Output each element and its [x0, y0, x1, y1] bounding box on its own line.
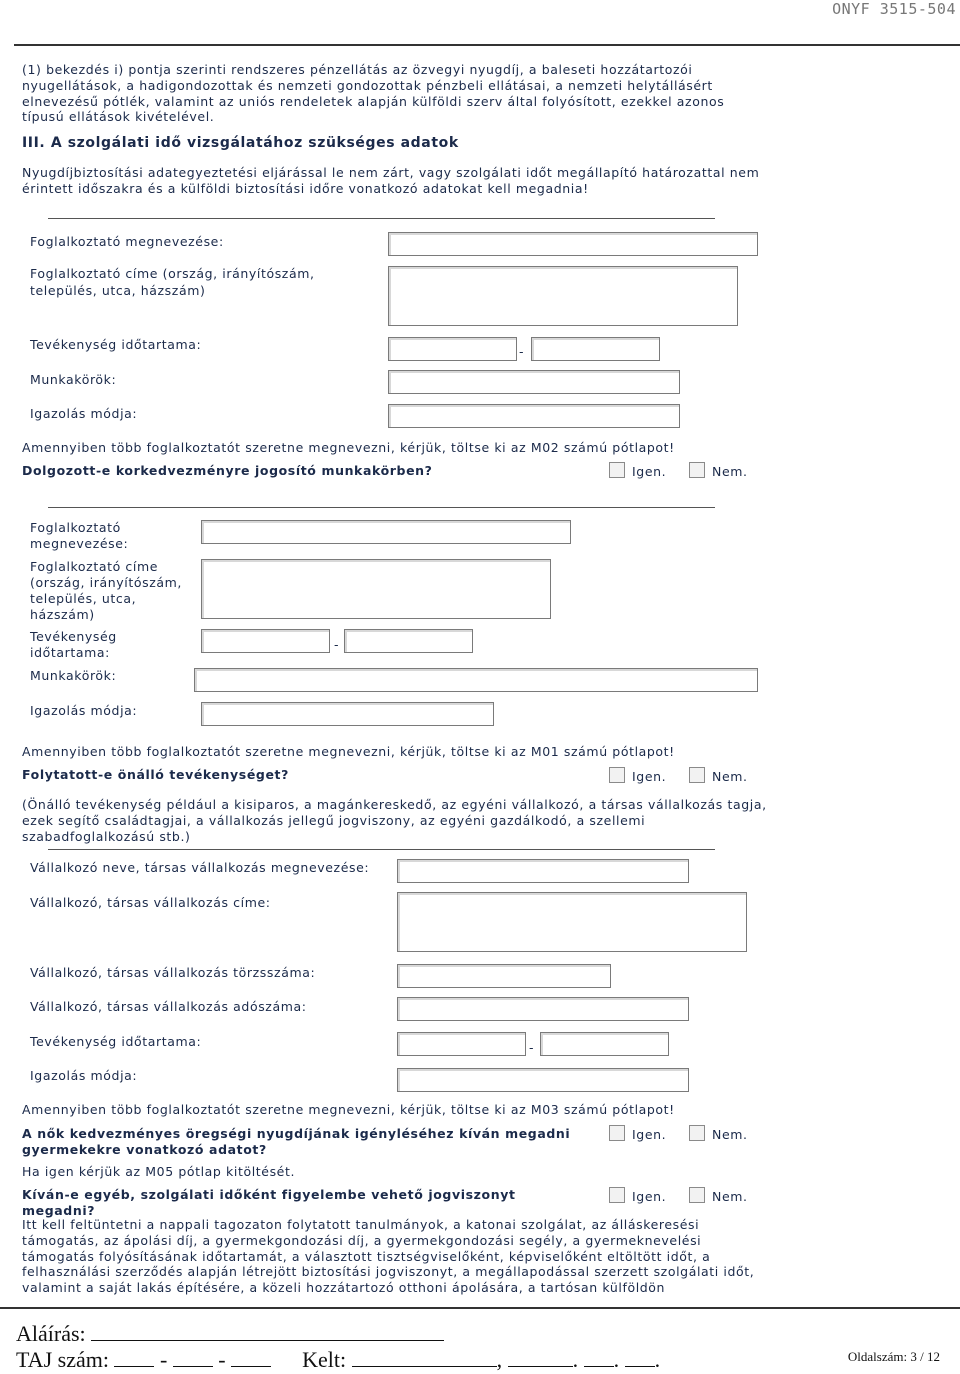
kelt-comma: , [496, 1347, 503, 1372]
kelt-day-line[interactable] [625, 1348, 655, 1367]
form-code: ONYF 3515-504 [832, 0, 956, 18]
block2-separator [48, 507, 715, 508]
other-relation-no-label: Nem. [712, 1189, 748, 1204]
enterprise-tax-field[interactable] [397, 997, 689, 1021]
footer-divider [0, 1307, 960, 1309]
employer-name-field[interactable] [388, 232, 758, 256]
signature-row [16, 1321, 444, 1347]
enterprise-address-label: Vállalkozó, társas vállalkozás címe: [30, 895, 271, 910]
employer2-address-field[interactable] [201, 559, 551, 619]
other-relation-no-checkbox[interactable] [689, 1187, 705, 1203]
employer-address-label-2: település, utca, házszám) [30, 283, 206, 298]
enterprise-address-field[interactable] [397, 892, 747, 952]
self-employed-yes-label: Igen. [632, 769, 667, 784]
proof-field[interactable] [388, 404, 680, 428]
children-yes-checkbox[interactable] [609, 1125, 625, 1141]
proof2-label: Igazolás módja: [30, 703, 138, 718]
taj-part3-line[interactable] [231, 1348, 271, 1367]
taj-part2-line[interactable] [173, 1348, 213, 1367]
proof3-field[interactable] [397, 1068, 689, 1092]
taj-dash-1: - [159, 1347, 168, 1372]
signature-line[interactable] [91, 1322, 444, 1341]
employer-address-label-1: Foglalkoztató címe (ország, irányítószám, [30, 266, 315, 281]
duration2-to-field[interactable] [344, 629, 473, 653]
self-employed-yes-checkbox[interactable] [609, 767, 625, 783]
jobs2-field[interactable] [194, 668, 758, 692]
enterprise-name-label: Vállalkozó neve, társas vállalkozás megnevezése: [30, 860, 370, 875]
self-employed-explanation: (Önálló tevékenység például a kisiparos, a magánkereskedő, az egyéni vállalkozó, a társas vállalkozás tagja, ezek segítő családtagjai, a vállalkozás jellegű jogviszony, az egyéni gazdálkodó, a szellemi szabadfoglalkozású stb.) [22, 797, 767, 844]
kelt-place-line[interactable] [352, 1348, 497, 1367]
self-employed-no-checkbox[interactable] [689, 767, 705, 783]
employer2-name-label-1: Foglalkoztató [30, 520, 121, 535]
duration3-dash: - [529, 1040, 535, 1055]
header-divider [14, 44, 960, 46]
jobs-field[interactable] [388, 370, 680, 394]
children-no-checkbox[interactable] [689, 1125, 705, 1141]
duration3-to-field[interactable] [540, 1032, 669, 1056]
korkedvezmeny-question: Dolgozott-e korkedvezményre jogosító munkakörben? [22, 463, 433, 478]
proof2-field[interactable] [201, 702, 494, 726]
kelt-dot-1: . [572, 1347, 579, 1372]
jobs2-label: Munkakörök: [30, 668, 117, 683]
m05-hint: Ha igen kérjük az M05 pótlap kitöltését. [22, 1164, 296, 1179]
duration-from-field[interactable] [388, 337, 517, 361]
employer-address-field[interactable] [388, 266, 738, 326]
taj-label: TAJ szám: [16, 1347, 109, 1372]
block3-separator [48, 849, 715, 850]
kelt-dot-2: . [613, 1347, 620, 1372]
signature-label: Aláírás: [16, 1321, 86, 1346]
proof-label: Igazolás módja: [30, 406, 138, 421]
jobs-label: Munkakörök: [30, 372, 117, 387]
section-title: III. A szolgálati idő vizsgálatához szükséges adatok [22, 135, 459, 151]
enterprise-reg-label: Vállalkozó, társas vállalkozás törzsszáma: [30, 965, 316, 980]
employer-name-label: Foglalkoztató megnevezése: [30, 234, 224, 249]
enterprise-name-field[interactable] [397, 859, 689, 883]
employer2-address-label-3: település, utca, [30, 591, 137, 606]
employer2-address-label-2: (ország, irányítószám, [30, 575, 182, 590]
duration3-label: Tevékenység időtartama: [30, 1034, 202, 1049]
enterprise-reg-field[interactable] [397, 964, 611, 988]
duration2-label-2: időtartama: [30, 645, 110, 660]
m01-note: Amennyiben több foglalkoztatót szeretne megnevezni, kérjük, töltse ki az M01 számú pótlapot! [22, 744, 675, 759]
duration-to-field[interactable] [531, 337, 660, 361]
children-question-line2: gyermekekre vonatkozó adatot? [22, 1142, 267, 1157]
children-yes-label: Igen. [632, 1127, 667, 1142]
page-value: 3 / 12 [910, 1349, 940, 1364]
page-number [848, 1349, 940, 1365]
m03-note: Amennyiben több foglalkoztatót szeretne megnevezni, kérjük, töltse ki az M03 számú pótlapot! [22, 1102, 675, 1117]
enterprise-tax-label: Vállalkozó, társas vállalkozás adószáma: [30, 999, 307, 1014]
kelt-month-line[interactable] [584, 1348, 614, 1367]
korkedvezmeny-yes-checkbox[interactable] [609, 462, 625, 478]
block1-separator [48, 218, 715, 219]
proof3-label: Igazolás módja: [30, 1068, 138, 1083]
children-no-label: Nem. [712, 1127, 748, 1142]
duration2-from-field[interactable] [201, 629, 330, 653]
employer2-address-label-1: Foglalkoztató címe [30, 559, 159, 574]
duration2-dash: - [334, 637, 340, 652]
final-paragraph: Itt kell feltüntetni a nappali tagozaton folytatott tanulmányok, a katonai szolgálat, az álláskeresési támogatás, az ápolási díj, a gyermekgondozási díj, a gyermekgondozási segély, a gyermeknevelési támogatás folyósításának időtartamát, a választott tisztségviselőként, képviselőként eltöltött időt, a felhasználási szerződés alapján létrejött biztosítási jogviszonyt, a megállapodással szerzett szolgálati időt, valamint a saját lakás építésére, a közeli hozzátartozó otthoni ápolására, a tartósan külföldön [22, 1217, 755, 1296]
section-description: Nyugdíjbiztosítási adategyeztetési eljárással le nem zárt, vagy szolgálati időt megállapító határozattal nem érintett időszakra és a külföldi biztosítási időre vonatkozó adatokat kell megadnia! [22, 165, 760, 196]
intro-paragraph: (1) bekezdés i) pontja szerinti rendszeres pénzellátás az özvegyi nyugdíj, a baleseti hozzátartozói nyugellátások, a hadigondozottak és nemzeti gondozottak pénzbeli ellátásai, a nemzeti helytállásért elnevezésű pótlék, valamint az uniós rendeletek alapján külföldi szerv által folyósított, ezekkel azonos típusú ellátások kivételével. [22, 62, 725, 125]
self-employed-no-label: Nem. [712, 769, 748, 784]
duration-dash: - [519, 344, 525, 359]
kelt-dot-3: . [654, 1347, 661, 1372]
m02-note: Amennyiben több foglalkoztatót szeretne megnevezni, kérjük, töltse ki az M02 számú pótlapot! [22, 440, 675, 455]
other-relation-question: Kíván-e egyéb, szolgálati időként figyelembe vehető jogviszonyt megadni? [22, 1187, 516, 1218]
kelt-year-line[interactable] [508, 1348, 573, 1367]
employer2-name-label-2: megnevezése: [30, 536, 129, 551]
employer2-name-field[interactable] [201, 520, 571, 544]
other-relation-yes-checkbox[interactable] [609, 1187, 625, 1203]
korkedvezmeny-no-checkbox[interactable] [689, 462, 705, 478]
duration-label: Tevékenység időtartama: [30, 337, 202, 352]
self-employed-question: Folytatott-e önálló tevékenységet? [22, 767, 289, 782]
taj-kelt-row [16, 1347, 660, 1373]
page-label: Oldalszám: [847, 1349, 908, 1364]
korkedvezmeny-yes-label: Igen. [632, 464, 667, 479]
korkedvezmeny-no-label: Nem. [712, 464, 748, 479]
taj-part1-line[interactable] [114, 1348, 154, 1367]
other-relation-yes-label: Igen. [632, 1189, 667, 1204]
duration2-label-1: Tevékenység [30, 629, 117, 644]
kelt-label: Kelt: [302, 1347, 347, 1372]
employer2-address-label-4: házszám) [30, 607, 95, 622]
children-question-line1: A nők kedvezményes öregségi nyugdíjának igényléséhez kíván megadni [22, 1126, 571, 1141]
duration3-from-field[interactable] [397, 1032, 526, 1056]
taj-dash-2: - [218, 1347, 226, 1372]
